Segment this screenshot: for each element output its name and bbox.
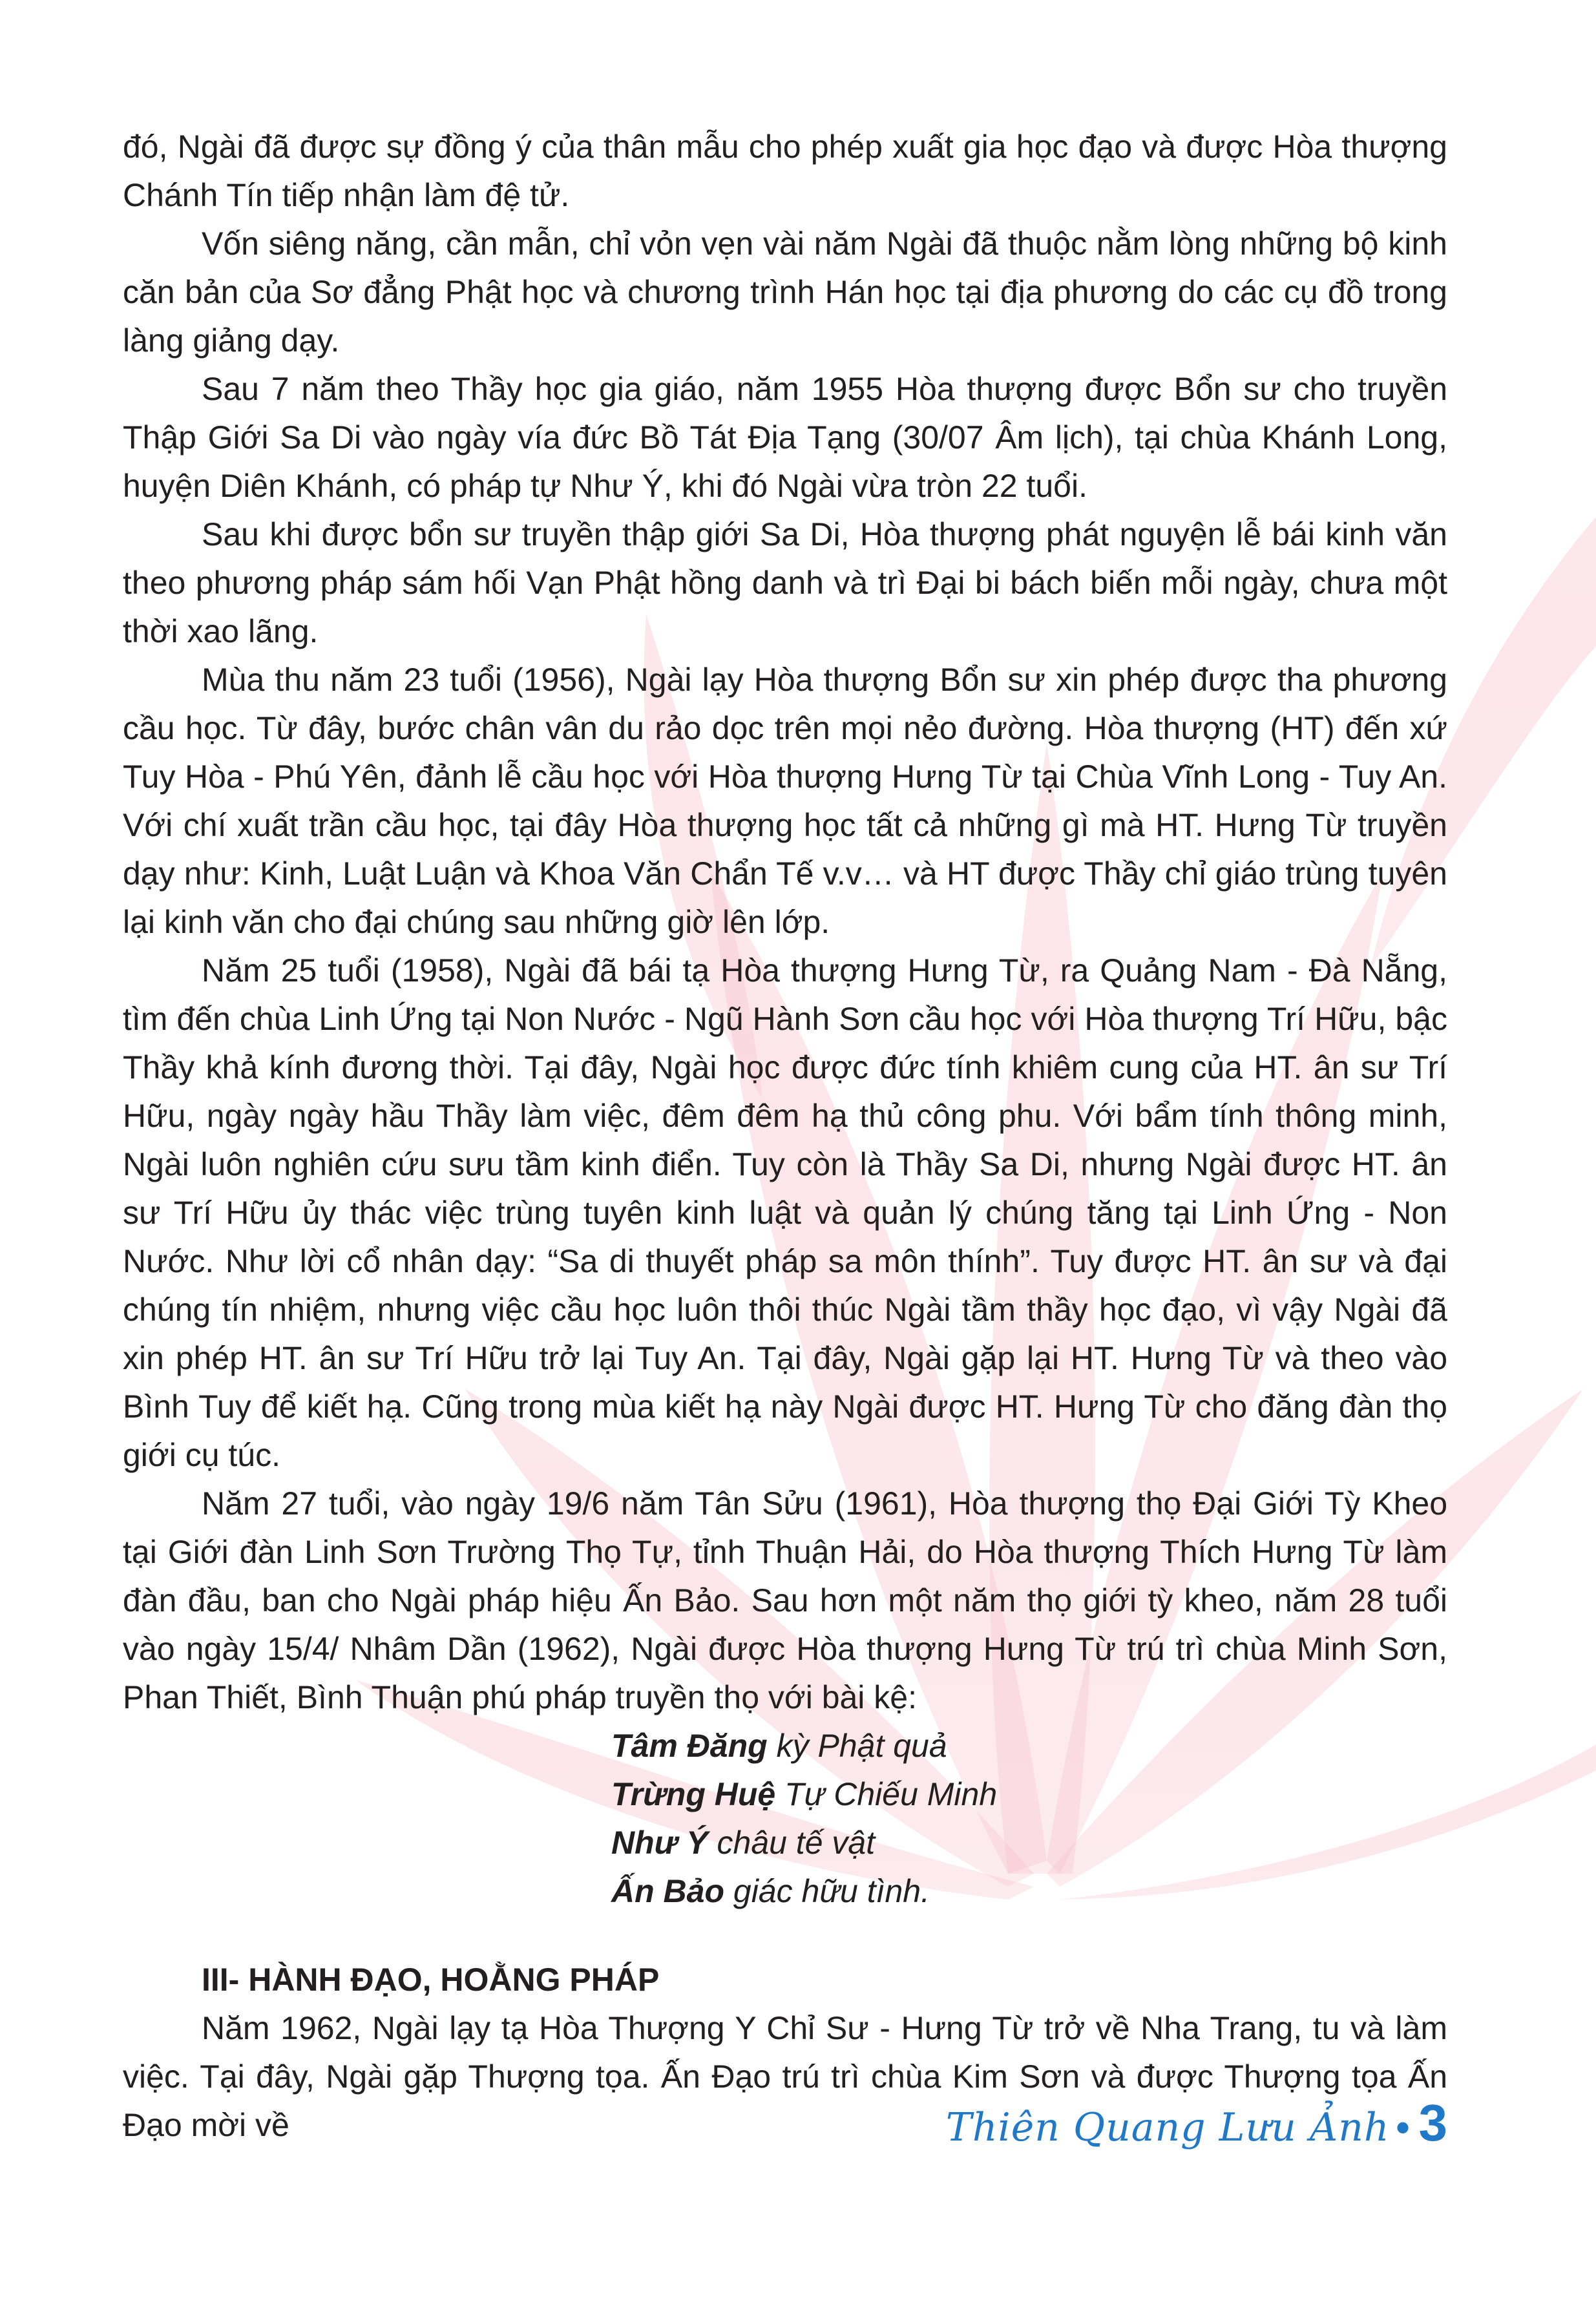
- verse-line-text: kỳ Phật quả: [767, 1728, 947, 1764]
- verse-dharma-name: Trừng Huệ: [611, 1776, 776, 1812]
- body-paragraph: Mùa thu năm 23 tuổi (1956), Ngài lạy Hòa thượng Bổn sư xin phép được tha phương cầu học. Từ đây, bước chân vân du rảo dọc trên mọi nẻo đường. Hòa thượng (HT) đến xứ Tuy Hòa - Phú Yên, đảnh lễ cầu học với Hòa thượng Hưng Từ tại Chùa Vĩnh Long - Tuy An. Với chí xuất trần cầu học, tại đây Hòa thượng học tất cả những gì mà HT. Hưng Từ truyền dạy như: Kinh, Luật Luận và Khoa Văn Chẩn Tế v.v… và HT được Thầy chỉ giáo trùng tuyên lại kinh văn cho đại chúng sau những giờ lên lớp.: [123, 662, 1447, 940]
- body-paragraph: Năm 27 tuổi, vào ngày 19/6 năm Tân Sửu (1961), Hòa thượng thọ Đại Giới Tỳ Kheo tại Giới đàn Linh Sơn Trường Thọ Tự, tỉnh Thuận Hải, do Hòa thượng Thích Hưng Từ làm đàn đầu, ban cho Ngài pháp hiệu Ấn Bảo. Sau hơn một năm thọ giới tỳ kheo, năm 28 tuổi vào ngày 15/4/ Nhâm Dần (1962), Ngài được Hòa thượng Hưng Từ trú trì chùa Minh Sơn, Phan Thiết, Bình Thuận phú pháp truyền thọ với bài kệ:: [123, 1485, 1447, 1715]
- verse-line-text: châu tế vật: [708, 1825, 876, 1861]
- verse-line-text: Tự Chiếu Minh: [775, 1776, 998, 1812]
- verse-line: [611, 1770, 1447, 1819]
- verse-line: [611, 1722, 1447, 1770]
- verse-line: [611, 1819, 1447, 1867]
- running-title: Thiên Quang Lưu Ảnh: [945, 2105, 1390, 2150]
- page-footer: [946, 2093, 1447, 2153]
- dharma-verse: [611, 1722, 1447, 1916]
- page-number: 3: [1418, 2094, 1447, 2152]
- footer-bullet: •: [1396, 2106, 1410, 2149]
- body-paragraph: Vốn siêng năng, cần mẫn, chỉ vỏn vẹn vài năm Ngài đã thuộc nằm lòng những bộ kinh căn bản của Sơ đẳng Phật học và chương trình Hán học tại địa phương do các cụ đồ trong làng giảng dạy.: [123, 225, 1447, 359]
- verse-dharma-name: Ấn Bảo: [611, 1873, 724, 1909]
- body-paragraph: Năm 25 tuổi (1958), Ngài đã bái tạ Hòa thượng Hưng Từ, ra Quảng Nam - Đà Nẵng, tìm đến chùa Linh Ứng tại Non Nước - Ngũ Hành Sơn cầu học với Hòa thượng Trí Hữu, bậc Thầy khả kính đương thời. Tại đây, Ngài học được đức tính khiêm cung của HT. ân sư Trí Hữu, ngày ngày hầu Thầy làm việc, đêm đêm hạ thủ công phu. Với bẩm tính thông minh, Ngài luôn nghiên cứu sưu tầm kinh điển. Tuy còn là Thầy Sa Di, nhưng Ngài được HT. ân sư Trí Hữu ủy thác việc trùng tuyên kinh luật và quản lý chúng tăng tại Linh Ứng - Non Nước. Như lời cổ nhân dạy: “Sa di thuyết pháp sa môn thính”. Tuy được HT. ân sư và đại chúng tín nhiệm, nhưng việc cầu học luôn thôi thúc Ngài tầm thầy học đạo, vì vậy Ngài đã xin phép HT. ân sư Trí Hữu trở lại Tuy An. Tại đây, Ngài gặp lại HT. Hưng Từ và theo vào Bình Tuy để kiết hạ. Cũng trong mùa kiết hạ này Ngài được HT. Hưng Từ cho đăng đàn thọ giới cụ túc.: [123, 952, 1447, 1473]
- body-paragraph: Năm 1962, Ngài lạy tạ Hòa Thượng Y Chỉ Sư - Hưng Từ trở về Nha Trang, tu và làm việc. Tại đây, Ngài gặp Thượng tọa. Ấn Đạo trú trì chùa Kim Sơn và được Thượng tọa Ấn Đạo mời về: [123, 2010, 1447, 2143]
- verse-line: [611, 1867, 1447, 1916]
- body-paragraph: Sau 7 năm theo Thầy học gia giáo, năm 1955 Hòa thượng được Bổn sư cho truyền Thập Giới Sa Di vào ngày vía đức Bồ Tát Địa Tạng (30/07 Âm lịch), tại chùa Khánh Long, huyện Diên Khánh, có pháp tự Như Ý, khi đó Ngài vừa tròn 22 tuổi.: [123, 371, 1447, 504]
- body-paragraph: Sau khi được bổn sư truyền thập giới Sa Di, Hòa thượng phát nguyện lễ bái kinh văn theo phương pháp sám hối Vạn Phật hồng danh và trì Đại bi bách biến mỗi ngày, chưa một thời xao lãng.: [123, 516, 1447, 649]
- body-paragraph: đó, Ngài đã được sự đồng ý của thân mẫu cho phép xuất gia học đạo và được Hòa thượng Chánh Tín tiếp nhận làm đệ tử.: [123, 129, 1447, 213]
- verse-dharma-name: Như Ý: [611, 1825, 708, 1861]
- verse-line-text: giác hữu tình.: [724, 1873, 930, 1909]
- section-heading: III- HÀNH ĐẠO, HOẰNG PHÁP: [202, 1962, 660, 1998]
- page-body: [123, 123, 1447, 2150]
- verse-dharma-name: Tâm Đăng: [611, 1728, 768, 1764]
